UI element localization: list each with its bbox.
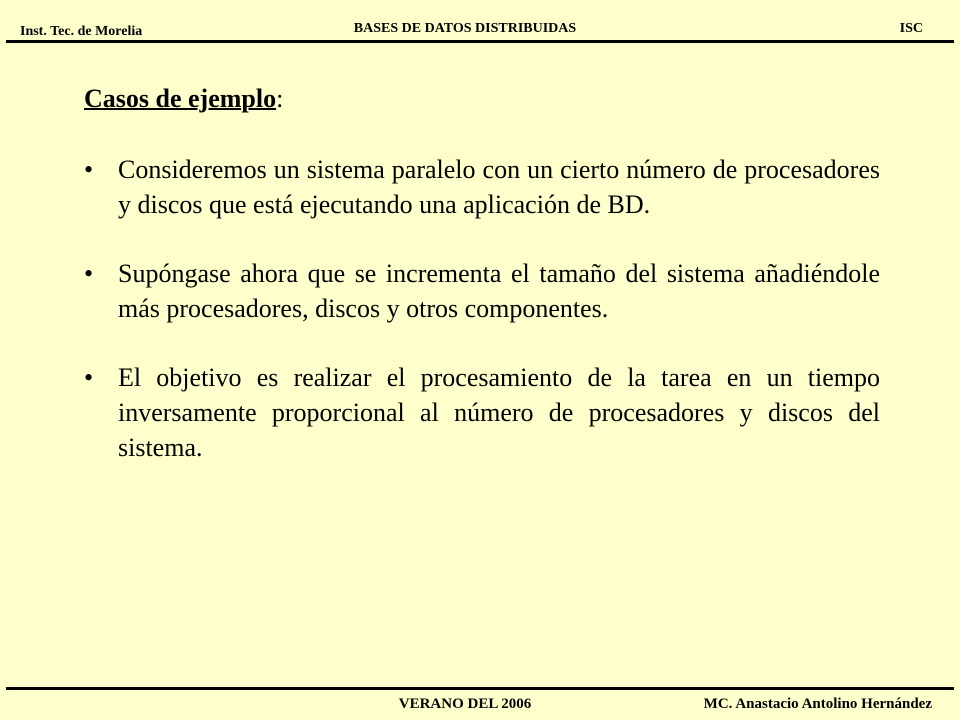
bullet-item xyxy=(84,152,880,222)
header-divider xyxy=(6,40,954,43)
bullet-glyph: • xyxy=(84,155,94,184)
bullet-glyph: • xyxy=(84,259,94,288)
header-course-title: BASES DE DATOS DISTRIBUIDAS xyxy=(353,21,577,36)
header-program: ISC xyxy=(899,21,923,36)
bullet-text: El objetivo es realizar el procesamiento de la tarea en un tiempo inversamente proporcional al número de procesadores y discos del sistema. xyxy=(118,363,880,462)
footer-term: VERANO DEL 2006 xyxy=(398,696,532,712)
bullet-text: Consideremos un sistema paralelo con un cierto número de procesadores y discos que está ejecutando una aplicación de BD. xyxy=(118,155,880,219)
bullet-text: Supóngase ahora que se incrementa el tamaño del sistema añadiéndole más procesadores, discos y otros componentes. xyxy=(118,259,880,323)
slide-title-text: Casos de ejemplo xyxy=(84,84,277,113)
slide-title xyxy=(84,82,283,116)
bullet-glyph: • xyxy=(84,363,94,392)
bullet-item xyxy=(84,256,880,326)
footer-divider xyxy=(6,687,954,690)
footer-author: MC. Anastacio Antolino Hernández xyxy=(703,696,932,712)
header-institution: Inst. Tec. de Morelia xyxy=(20,24,143,39)
bullet-item xyxy=(84,360,880,465)
slide-title-colon: : xyxy=(276,84,284,113)
bullet-list xyxy=(84,152,880,465)
